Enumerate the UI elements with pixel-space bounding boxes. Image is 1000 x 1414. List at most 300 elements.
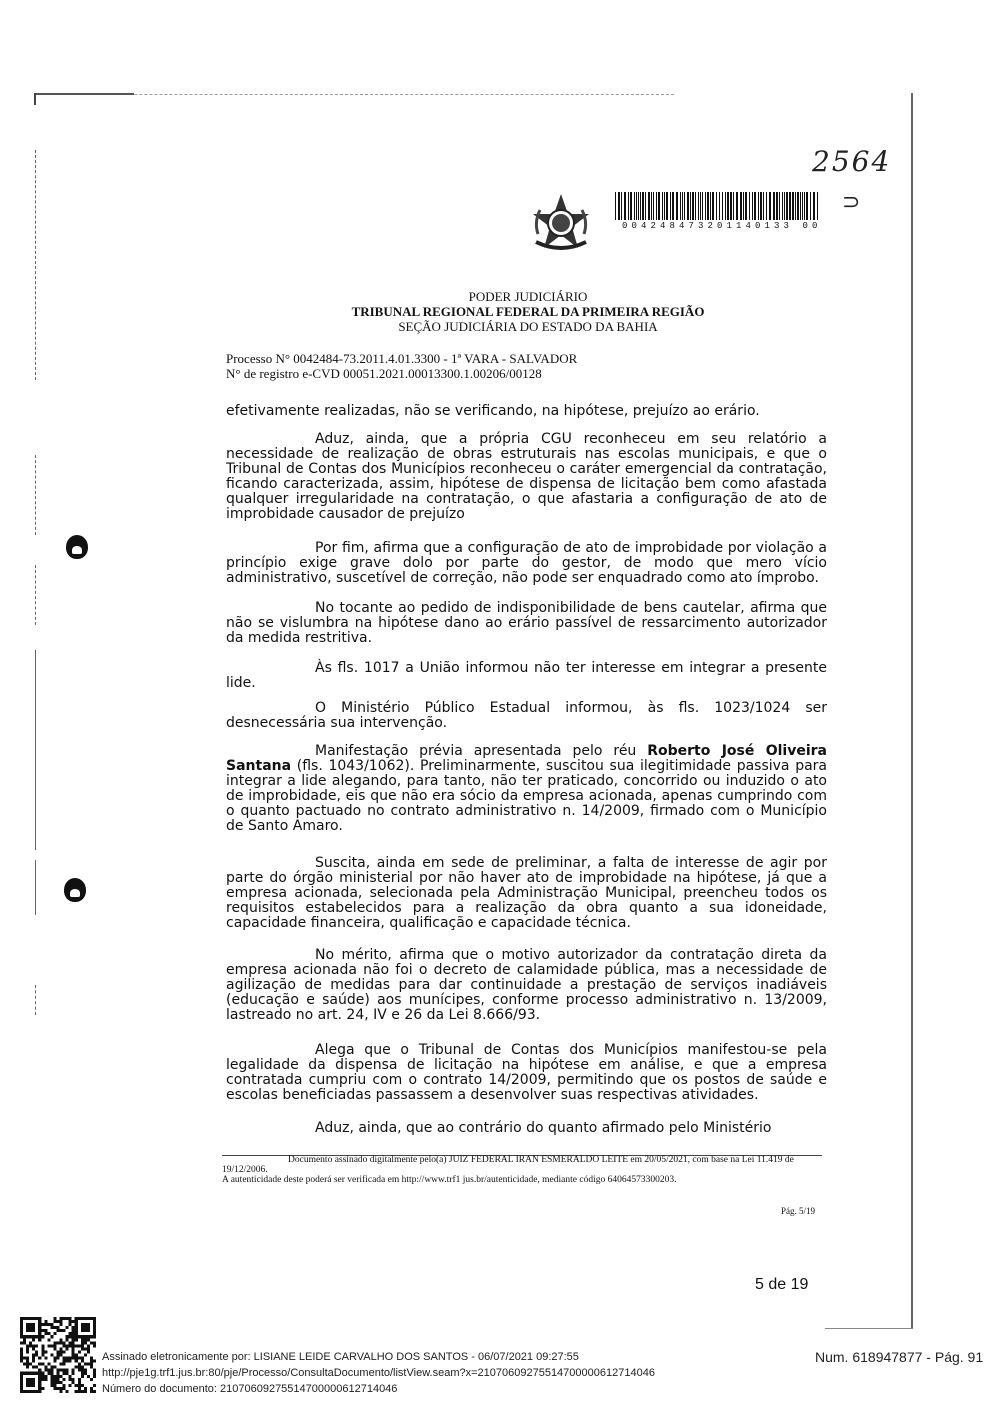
qr-module: [20, 1384, 23, 1387]
qr-module: [90, 1357, 93, 1360]
barcode-bar: [664, 192, 665, 220]
qr-module: [90, 1341, 93, 1344]
document-number: Número do documento: 21070609275514700000612714046: [102, 1383, 398, 1395]
barcode-bar: [733, 192, 734, 220]
barcode-bar: [642, 192, 644, 220]
qr-module: [66, 1390, 69, 1393]
qr-module: [87, 1335, 90, 1338]
paragraph: efetivamente realizadas, não se verificando, na hipótese, prejuízo ao erário.: [226, 403, 760, 419]
barcode-bar: [687, 192, 689, 220]
punch-hole-icon: [64, 878, 86, 902]
qr-module: [38, 1375, 41, 1378]
qr-module: [41, 1344, 44, 1347]
qr-module: [29, 1384, 32, 1387]
qr-module: [29, 1329, 32, 1332]
scan-left-mark: [35, 650, 37, 850]
qr-module: [93, 1341, 96, 1344]
num-page: Num. 618947877 - Pág. 91: [815, 1349, 984, 1365]
qr-module: [32, 1390, 35, 1393]
qr-module: [20, 1390, 23, 1393]
qr-module: [93, 1326, 96, 1329]
qr-module: [69, 1341, 72, 1344]
qr-module: [75, 1338, 78, 1341]
qr-module: [75, 1323, 78, 1326]
signed-by: Assinado eletronicamente por: LISIANE LEIDE CARVALHO DOS SANTOS - 06/07/2021 09:27:55: [102, 1351, 579, 1363]
qr-module: [81, 1317, 84, 1320]
barcode-bar: [716, 192, 717, 220]
qr-module: [84, 1323, 87, 1326]
qr-module: [90, 1387, 93, 1390]
barcode-bar: [645, 192, 646, 220]
qr-module: [87, 1317, 90, 1320]
qr-module: [38, 1363, 41, 1366]
qr-module: [41, 1329, 44, 1332]
qr-module: [93, 1344, 96, 1347]
barcode-bar: [758, 192, 759, 220]
qr-module: [56, 1341, 59, 1344]
qr-module: [32, 1384, 35, 1387]
qr-module: [20, 1360, 23, 1363]
qr-module: [26, 1329, 29, 1332]
qr-module: [78, 1335, 81, 1338]
qr-module: [41, 1347, 44, 1350]
barcode-bar: [754, 192, 756, 220]
scan-left-mark: [35, 150, 37, 380]
barcode-bar: [662, 192, 663, 220]
qr-module: [66, 1317, 69, 1320]
qr-module: [66, 1344, 69, 1347]
punch-hole-icon: [66, 535, 88, 559]
defendant-name: Roberto José Oliveira Santana: [226, 743, 827, 774]
qr-module: [23, 1372, 26, 1375]
qr-module: [63, 1387, 66, 1390]
qr-module: [32, 1329, 35, 1332]
qr-module: [29, 1363, 32, 1366]
qr-module: [20, 1375, 23, 1378]
qr-module: [26, 1372, 29, 1375]
barcode-bar: [782, 192, 783, 220]
qr-module: [29, 1326, 32, 1329]
qr-module: [78, 1344, 81, 1347]
qr-module: [44, 1350, 47, 1353]
qr-module: [63, 1378, 66, 1381]
qr-module: [60, 1317, 63, 1320]
qr-module: [78, 1387, 81, 1390]
qr-module: [87, 1323, 90, 1326]
qr-module: [53, 1357, 56, 1360]
qr-module: [69, 1357, 72, 1360]
barcode-bar: [760, 192, 762, 220]
qr-module: [53, 1366, 56, 1369]
qr-module: [93, 1335, 96, 1338]
qr-module: [47, 1332, 50, 1335]
qr-module: [41, 1363, 44, 1366]
qr-module: [81, 1369, 84, 1372]
qr-module: [63, 1360, 66, 1363]
qr-module: [53, 1320, 56, 1323]
qr-module: [81, 1357, 84, 1360]
paragraph-text: Manifestação prévia apresentada pelo réu: [315, 743, 648, 759]
process-number: Processo N° 0042484-73.2011.4.01.3300 - 1ª VARA - SALVADOR: [226, 351, 578, 366]
qr-module: [90, 1366, 93, 1369]
barcode-bar: [776, 192, 778, 220]
qr-module: [75, 1335, 78, 1338]
qr-code[interactable]: [20, 1317, 96, 1393]
qr-module: [75, 1366, 78, 1369]
qr-module: [66, 1338, 69, 1341]
qr-module: [72, 1335, 75, 1338]
qr-module: [93, 1360, 96, 1363]
qr-module: [53, 1360, 56, 1363]
qr-module: [75, 1317, 78, 1320]
qr-module: [38, 1381, 41, 1384]
qr-module: [44, 1375, 47, 1378]
barcode-bar: [797, 192, 799, 220]
qr-module: [26, 1347, 29, 1350]
qr-module: [87, 1363, 90, 1366]
qr-module: [53, 1344, 56, 1347]
qr-module: [47, 1344, 50, 1347]
barcode-bar: [813, 192, 815, 220]
qr-module: [69, 1344, 72, 1347]
qr-module: [90, 1363, 93, 1366]
barcode-bar: [769, 192, 771, 220]
scan-corner: [34, 93, 36, 105]
paragraph: Por fim, afirma que a configuração de ato de improbidade por violação a princípio exige grave dolo por parte do gestor, de modo que mero vício administrativo, suscetível de correção, não pode ser enquadrado como ato ímprobo.: [226, 540, 827, 586]
qr-module: [84, 1338, 87, 1341]
qr-module: [63, 1357, 66, 1360]
qr-module: [50, 1335, 53, 1338]
qr-module: [50, 1378, 53, 1381]
qr-module: [69, 1384, 72, 1387]
qr-module: [60, 1341, 63, 1344]
qr-module: [35, 1353, 38, 1356]
qr-module: [29, 1317, 32, 1320]
barcode: [615, 192, 820, 220]
qr-module: [44, 1378, 47, 1381]
qr-module: [44, 1320, 47, 1323]
qr-module: [72, 1369, 75, 1372]
handwritten-mark: ⊃: [842, 190, 861, 215]
qr-module: [53, 1375, 56, 1378]
qr-module: [63, 1350, 66, 1353]
qr-module: [56, 1378, 59, 1381]
qr-module: [63, 1317, 66, 1320]
qr-module: [87, 1375, 90, 1378]
barcode-bar: [618, 192, 620, 220]
barcode-bar: [676, 192, 678, 220]
qr-module: [84, 1347, 87, 1350]
qr-module: [26, 1366, 29, 1369]
qr-module: [20, 1353, 23, 1356]
qr-module: [90, 1317, 93, 1320]
qr-module: [93, 1390, 96, 1393]
barcode-bar: [730, 192, 732, 220]
qr-module: [53, 1387, 56, 1390]
qr-module: [35, 1366, 38, 1369]
barcode-bar: [684, 192, 685, 220]
barcode-bar: [752, 192, 753, 220]
barcode-bar: [615, 192, 616, 220]
qr-module: [90, 1378, 93, 1381]
qr-module: [75, 1320, 78, 1323]
paragraph: No mérito, afirma que o motivo autorizador da contratação direta da empresa acionada não foi o decreto de calamidade pública, mas a necessidade de agilização de medidas para dar continuidade a prestação de serviços inadiáveis (educação e saúde) aos munícipes, conforme processo administrativo n. 13/2009, lastreado no art. 24, IV e 26 da Lei 8.666/93.: [226, 947, 827, 1023]
header-court-name: TRIBUNAL REGIONAL FEDERAL DA PRIMEIRA REGIÃO: [351, 304, 705, 319]
qr-module: [56, 1353, 59, 1356]
qr-module: [56, 1326, 59, 1329]
barcode-bar: [800, 192, 801, 220]
paragraph: [226, 744, 827, 834]
qr-module: [20, 1381, 23, 1384]
qr-module: [38, 1387, 41, 1390]
qr-module: [38, 1372, 41, 1375]
qr-module: [78, 1357, 81, 1360]
scan-left-mark: [35, 455, 37, 535]
qr-module: [23, 1363, 26, 1366]
barcode-bar: [628, 192, 629, 220]
qr-module: [90, 1335, 93, 1338]
qr-module: [29, 1390, 32, 1393]
qr-module: [41, 1387, 44, 1390]
qr-module: [78, 1378, 81, 1381]
qr-module: [20, 1357, 23, 1360]
qr-module: [41, 1323, 44, 1326]
qr-module: [60, 1387, 63, 1390]
qr-module: [50, 1372, 53, 1375]
barcode-bar: [779, 192, 780, 220]
qr-module: [26, 1335, 29, 1338]
qr-module: [75, 1344, 78, 1347]
qr-module: [32, 1326, 35, 1329]
qr-module: [93, 1384, 96, 1387]
qr-module: [72, 1329, 75, 1332]
qr-module: [78, 1317, 81, 1320]
qr-module: [90, 1390, 93, 1393]
qr-module: [63, 1384, 66, 1387]
qr-module: [87, 1338, 90, 1341]
qr-module: [75, 1357, 78, 1360]
qr-module: [75, 1332, 78, 1335]
qr-module: [50, 1344, 53, 1347]
qr-module: [23, 1335, 26, 1338]
qr-module: [23, 1317, 26, 1320]
qr-module: [56, 1369, 59, 1372]
qr-module: [41, 1375, 44, 1378]
qr-module: [38, 1378, 41, 1381]
handwritten-page-number: 2564: [812, 145, 892, 178]
qr-module: [26, 1384, 29, 1387]
qr-module: [84, 1317, 87, 1320]
qr-module: [29, 1344, 32, 1347]
qr-module: [84, 1363, 87, 1366]
paragraph: Às fls. 1017 a União informou não ter interesse em integrar a presente lide.: [226, 660, 827, 691]
qr-module: [38, 1384, 41, 1387]
qr-module: [84, 1372, 87, 1375]
qr-module: [56, 1357, 59, 1360]
qr-module: [53, 1326, 56, 1329]
qr-module: [32, 1353, 35, 1356]
qr-module: [75, 1353, 78, 1356]
qr-module: [32, 1372, 35, 1375]
qr-module: [38, 1369, 41, 1372]
qr-module: [78, 1381, 81, 1384]
barcode-bar: [705, 192, 706, 220]
qr-module: [63, 1341, 66, 1344]
qr-module: [93, 1372, 96, 1375]
qr-module: [29, 1335, 32, 1338]
qr-module: [87, 1347, 90, 1350]
qr-module: [93, 1369, 96, 1372]
barcode-bar: [651, 192, 652, 220]
qr-module: [93, 1329, 96, 1332]
barcode-bar: [658, 192, 660, 220]
qr-module: [66, 1369, 69, 1372]
qr-module: [23, 1357, 26, 1360]
qr-module: [38, 1317, 41, 1320]
qr-module: [32, 1335, 35, 1338]
barcode-bar: [621, 192, 622, 220]
qr-module: [26, 1317, 29, 1320]
qr-module: [44, 1332, 47, 1335]
qr-module: [35, 1390, 38, 1393]
barcode-bar: [648, 192, 650, 220]
barcode-bar: [682, 192, 683, 220]
qr-module: [72, 1378, 75, 1381]
qr-module: [84, 1326, 87, 1329]
qr-module: [72, 1372, 75, 1375]
qr-module: [38, 1323, 41, 1326]
qr-module: [32, 1381, 35, 1384]
qr-module: [47, 1323, 50, 1326]
qr-module: [29, 1372, 32, 1375]
barcode-number: 004248473201140133 00: [622, 221, 822, 231]
qr-module: [75, 1384, 78, 1387]
barcode-bar: [763, 192, 764, 220]
qr-module: [20, 1332, 23, 1335]
qr-module: [20, 1329, 23, 1332]
qr-module: [56, 1375, 59, 1378]
qr-module: [75, 1326, 78, 1329]
qr-module: [87, 1329, 90, 1332]
qr-module: [81, 1390, 84, 1393]
barcode-bar: [722, 192, 723, 220]
header-section: SEÇÃO JUDICIÁRIA DO ESTADO DA BAHIA: [398, 319, 658, 334]
qr-module: [53, 1384, 56, 1387]
barcode-bar: [725, 192, 726, 220]
qr-module: [50, 1375, 53, 1378]
qr-module: [93, 1375, 96, 1378]
qr-module: [72, 1353, 75, 1356]
qr-module: [78, 1363, 81, 1366]
qr-module: [26, 1323, 29, 1326]
qr-module: [63, 1344, 66, 1347]
qr-module: [66, 1372, 69, 1375]
barcode-bar: [712, 192, 714, 220]
qr-module: [84, 1329, 87, 1332]
qr-module: [69, 1335, 72, 1338]
qr-module: [60, 1369, 63, 1372]
qr-module: [78, 1384, 81, 1387]
qr-module: [78, 1350, 81, 1353]
qr-module: [87, 1344, 90, 1347]
barcode-bar: [806, 192, 808, 220]
qr-module: [93, 1317, 96, 1320]
qr-module: [44, 1323, 47, 1326]
scan-left-mark: [35, 985, 37, 1015]
inner-page-number: Pág. 5/19: [781, 1206, 816, 1216]
qr-module: [26, 1360, 29, 1363]
barcode-bar: [692, 192, 694, 220]
qr-module: [60, 1338, 63, 1341]
qr-module: [29, 1378, 32, 1381]
qr-module: [60, 1347, 63, 1350]
scan-bottom-border: [825, 1328, 913, 1329]
document-url[interactable]: http://pje1g.trf1.jus.br:80/pje/Processo/ConsultaDocumento/listView.seam?x=21070609275514700000612714046: [102, 1367, 655, 1379]
qr-module: [87, 1326, 90, 1329]
qr-module: [50, 1369, 53, 1372]
qr-module: [69, 1375, 72, 1378]
qr-module: [84, 1390, 87, 1393]
qr-module: [60, 1381, 63, 1384]
barcode-bar: [810, 192, 811, 220]
qr-module: [38, 1332, 41, 1335]
qr-module: [81, 1323, 84, 1326]
qr-module: [93, 1320, 96, 1323]
qr-module: [60, 1320, 63, 1323]
qr-module: [72, 1338, 75, 1341]
barcode-bar: [804, 192, 805, 220]
barcode-bar: [636, 192, 637, 220]
paragraph: O Ministério Público Estadual informou, às fls. 1023/1024 ser desnecessária sua intervenção.: [226, 700, 827, 731]
barcode-bar: [638, 192, 639, 220]
qr-module: [81, 1375, 84, 1378]
barcode-bar: [630, 192, 632, 220]
qr-module: [41, 1350, 44, 1353]
qr-module: [44, 1329, 47, 1332]
qr-module: [81, 1347, 84, 1350]
barcode-bar: [666, 192, 668, 220]
qr-module: [53, 1381, 56, 1384]
qr-module: [32, 1357, 35, 1360]
qr-module: [44, 1357, 47, 1360]
qr-module: [84, 1353, 87, 1356]
qr-module: [26, 1363, 29, 1366]
barcode-bar: [745, 192, 747, 220]
qr-module: [84, 1335, 87, 1338]
qr-module: [26, 1381, 29, 1384]
qr-module: [81, 1326, 84, 1329]
qr-module: [60, 1390, 63, 1393]
paragraph-text: (fls. 1043/1062). Preliminarmente, suscitou sua ilegitimidade passiva para integrar a lide alegando, para tanto, não ter praticado, concorrido ou induzido o ato de improbidade, eis que não era sócio da empresa acionada, apenas cumprindo com o quanto pactuado no contrato administrativo n. 14/2009, firmado com o Município de Santo Amaro.: [226, 758, 827, 834]
qr-module: [66, 1357, 69, 1360]
qr-module: [35, 1350, 38, 1353]
qr-module: [35, 1335, 38, 1338]
qr-module: [81, 1341, 84, 1344]
qr-module: [53, 1332, 56, 1335]
scan-left-mark: [35, 860, 37, 915]
qr-module: [87, 1350, 90, 1353]
paragraph: No tocante ao pedido de indisponibilidade de bens cautelar, afirma que não se vislumbra na hipótese dano ao erário passível de ressarcimento autorizador da medida restritiva.: [226, 600, 827, 646]
qr-module: [26, 1390, 29, 1393]
qr-module: [29, 1323, 32, 1326]
qr-module: [56, 1387, 59, 1390]
qr-module: [72, 1326, 75, 1329]
qr-module: [63, 1372, 66, 1375]
qr-module: [56, 1320, 59, 1323]
header-line-1: PODER JUDICIÁRIO: [468, 289, 588, 304]
qr-module: [20, 1350, 23, 1353]
footnote-authenticity: A autenticidade deste poderá ser verificada em http://www.trf1 jus.br/autenticidade, mediante código 64064573300203.: [222, 1175, 677, 1185]
